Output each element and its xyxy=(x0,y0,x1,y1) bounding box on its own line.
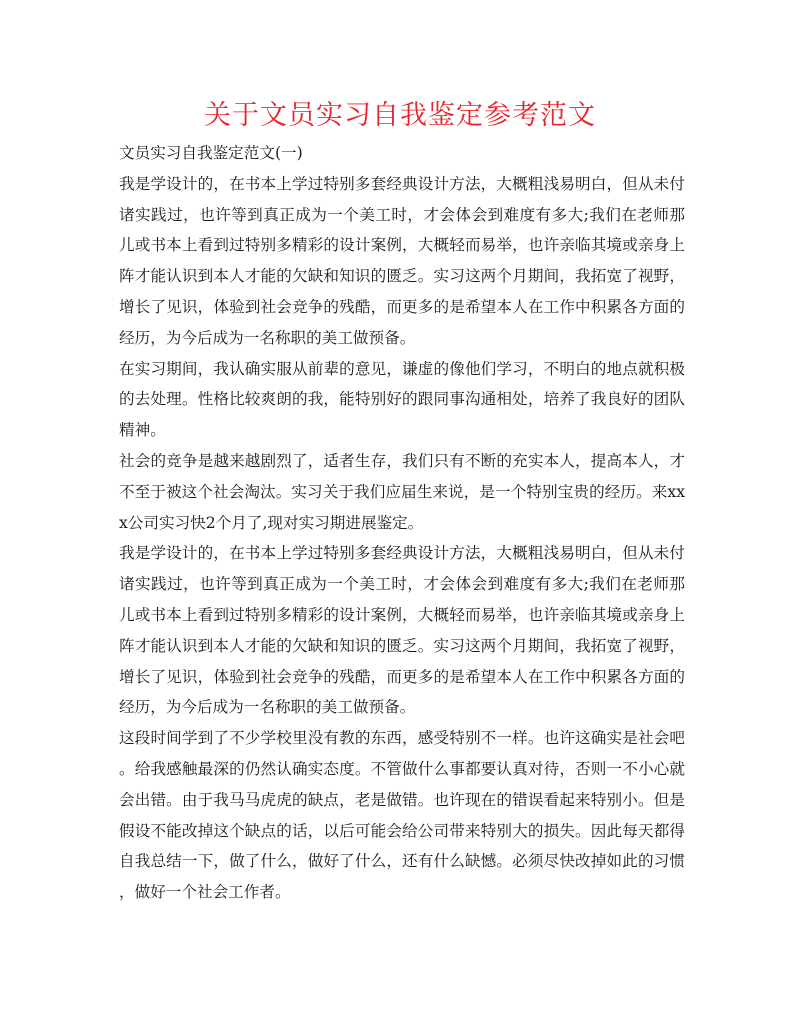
text-line: 在实习期间，我认确实服从前辈的意见，谦虚的像他们学习，不明白的地点就积极 xyxy=(119,359,685,378)
text-line: 不至于被这个社会淘汰。实习关于我们应届生来说，是一个特别宝贵的经历。来xx xyxy=(119,482,685,501)
text-line: 假设不能改掉这个缺点的话，以后可能会给公司带来特别大的损失。因此每天都得 xyxy=(119,821,685,840)
document-body xyxy=(119,138,685,908)
text-line: 精神。 xyxy=(119,421,166,440)
text-line: 增长了见识，体验到社会竞争的残酷，而更多的是希望本人在工作中积累各方面的 xyxy=(119,297,685,316)
text-line: 我是学设计的，在书本上学过特别多套经典设计方法，大概粗浅易明白，但从未付 xyxy=(119,544,685,563)
text-line: 这段时间学到了不少学校里没有教的东西，感受特别不一样。也许这确实是社会吧 xyxy=(119,729,685,748)
text-line: 儿或书本上看到过特别多精彩的设计案例，大概轻而易举，也许亲临其境或亲身上 xyxy=(119,605,685,624)
text-line: 社会的竞争是越来越剧烈了，适者生存，我们只有不断的充实本人，提高本人，才 xyxy=(119,451,685,470)
text-line: 诸实践过，也许等到真正成为一个美工时，才会体会到难度有多大;我们在老师那 xyxy=(119,205,685,224)
text-line: 会出错。由于我马马虎虎的缺点，老是做错。也许现在的错误看起来特别小。但是 xyxy=(119,790,685,809)
text-line: 阵才能认识到本人才能的欠缺和知识的匮乏。实习这两个月期间，我拓宽了视野， xyxy=(119,267,685,286)
text-line: 我是学设计的，在书本上学过特别多套经典设计方法，大概粗浅易明白，但从未付 xyxy=(119,174,685,193)
text-line: 经历，为今后成为一名称职的美工做预备。 xyxy=(119,698,416,717)
text-line: 阵才能认识到本人才能的欠缺和知识的匮乏。实习这两个月期间，我拓宽了视野， xyxy=(119,636,685,655)
text-line: 诸实践过，也许等到真正成为一个美工时，才会体会到难度有多大;我们在老师那 xyxy=(119,575,685,594)
text-line: 儿或书本上看到过特别多精彩的设计案例，大概轻而易举，也许亲临其境或亲身上 xyxy=(119,236,685,255)
text-line: 自我总结一下，做了什么，做好了什么，还有什么缺憾。必须尽快改掉如此的习惯 xyxy=(119,852,685,871)
text-line: 增长了见识，体验到社会竞争的残酷，而更多的是希望本人在工作中积累各方面的 xyxy=(119,667,685,686)
text-line: ，做好一个社会工作者。 xyxy=(119,883,291,902)
text-line: x公司实习快2个月了,现对实习期进展鉴定。 xyxy=(119,513,424,532)
document-title: 关于文员实习自我鉴定参考范文 xyxy=(204,100,596,131)
text-line: 经历，为今后成为一名称职的美工做预备。 xyxy=(119,328,416,347)
text-line: 文员实习自我鉴定范文(一) xyxy=(119,144,303,162)
text-line: 。给我感触最深的仍然认确实态度。不管做什么事都要认真对待，否则一不小心就 xyxy=(119,759,685,778)
text-line: 的去处理。性格比较爽朗的我，能特别好的跟同事沟通相处，培养了我良好的团队 xyxy=(119,390,685,409)
